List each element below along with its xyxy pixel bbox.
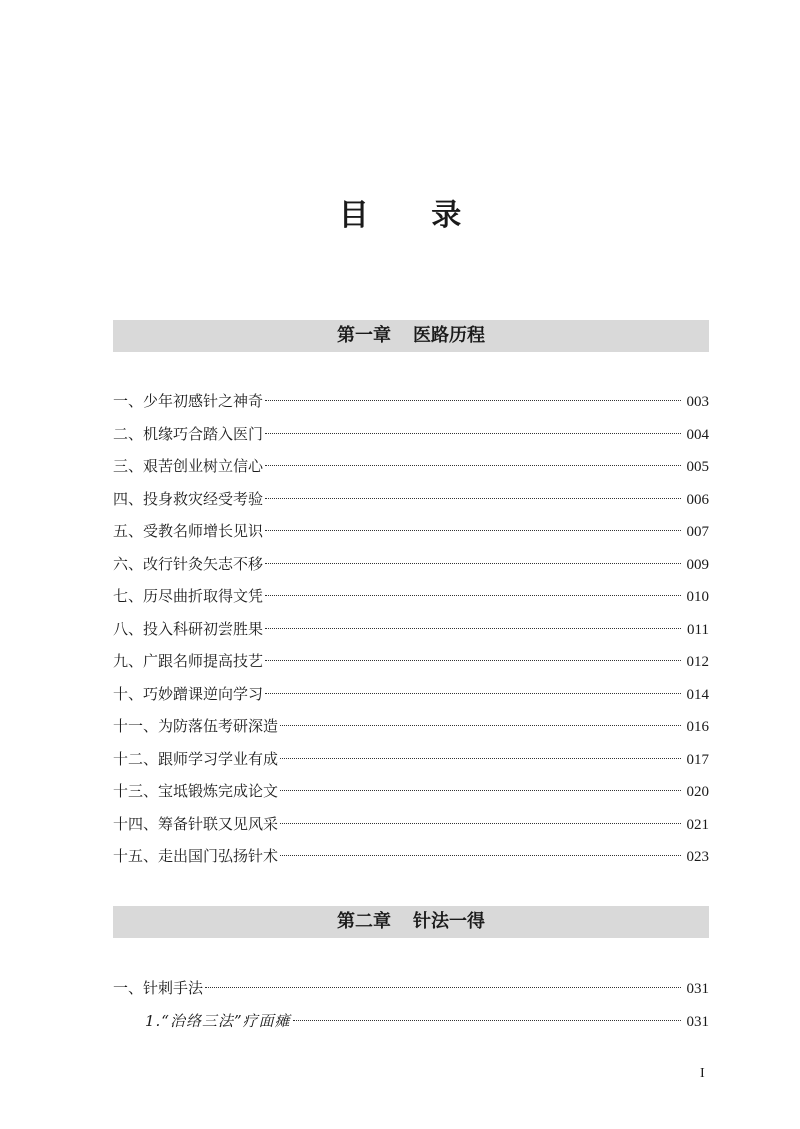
toc-entry[interactable] bbox=[113, 775, 709, 808]
toc-entry-page: 016 bbox=[686, 719, 709, 735]
toc-entry[interactable] bbox=[113, 483, 709, 516]
chapter-2-header bbox=[113, 906, 709, 938]
dot-leader bbox=[265, 433, 680, 434]
toc-entry-label: 一、少年初感针之神奇 bbox=[113, 392, 264, 410]
dot-leader bbox=[265, 628, 681, 629]
dot-leader bbox=[265, 660, 680, 661]
toc-entry[interactable] bbox=[113, 840, 709, 873]
dot-leader bbox=[265, 498, 680, 499]
page-number: I bbox=[700, 1066, 705, 1081]
chapter-2-toc bbox=[113, 972, 709, 1037]
toc-subentry-label: 1.“治络三法”疗面瘫 bbox=[145, 1011, 291, 1030]
toc-entry-label: 七、历尽曲折取得文凭 bbox=[113, 587, 264, 605]
toc-entry[interactable] bbox=[113, 645, 709, 678]
toc-entry-label: 十五、走出国门弘扬针术 bbox=[113, 847, 279, 865]
toc-entry[interactable] bbox=[113, 385, 709, 418]
toc-entry-label: 一、针刺手法 bbox=[113, 979, 204, 997]
toc-subentry[interactable] bbox=[113, 1005, 709, 1038]
toc-entry[interactable] bbox=[113, 515, 709, 548]
dot-leader bbox=[293, 1020, 681, 1021]
toc-entry-page: 009 bbox=[686, 556, 709, 573]
toc-entry[interactable] bbox=[113, 548, 709, 581]
toc-entry-label: 四、投身救灾经受考验 bbox=[113, 489, 264, 508]
toc-entry-page: 021 bbox=[686, 816, 709, 833]
toc-entry-label: 六、改行针灸矢志不移 bbox=[113, 554, 264, 573]
toc-entry-page: 020 bbox=[686, 784, 709, 800]
toc-entry-page: 014 bbox=[686, 686, 709, 703]
toc-entry[interactable] bbox=[113, 678, 709, 711]
toc-entry[interactable] bbox=[113, 972, 709, 1005]
toc-entry[interactable] bbox=[113, 743, 709, 776]
dot-leader bbox=[280, 823, 680, 824]
toc-entry-label: 十三、宝坻锻炼完成论文 bbox=[113, 782, 279, 800]
toc-entry-page: 003 bbox=[686, 394, 709, 410]
dot-leader bbox=[280, 855, 680, 856]
chapter-2-name: 针法一得 bbox=[413, 911, 485, 932]
chapter-2-number: 第二章 bbox=[337, 911, 391, 932]
chapter-1-name: 医路历程 bbox=[413, 325, 485, 346]
toc-entry-page: 011 bbox=[687, 621, 709, 638]
toc-entry-label: 八、投入科研初尝胜果 bbox=[113, 619, 264, 638]
dot-leader bbox=[265, 693, 680, 694]
dot-leader bbox=[280, 790, 680, 791]
toc-entry[interactable] bbox=[113, 808, 709, 841]
dot-leader bbox=[280, 725, 680, 726]
toc-entry[interactable] bbox=[113, 710, 709, 743]
toc-entry-label: 二、机缘巧合踏入医门 bbox=[113, 424, 264, 443]
toc-entry[interactable] bbox=[113, 418, 709, 451]
toc-entry-page: 012 bbox=[686, 654, 709, 670]
chapter-1-toc bbox=[113, 385, 709, 873]
toc-entry-page: 031 bbox=[686, 981, 709, 997]
dot-leader bbox=[265, 595, 680, 596]
chapter-1-number: 第一章 bbox=[337, 325, 391, 346]
toc-entry[interactable] bbox=[113, 450, 709, 483]
toc-entry-label: 十四、筹备针联又见风采 bbox=[113, 814, 279, 833]
dot-leader bbox=[265, 530, 680, 531]
toc-entry-page: 006 bbox=[686, 491, 709, 508]
dot-leader bbox=[205, 987, 680, 988]
toc-entry-label: 十、巧妙蹭课逆向学习 bbox=[113, 684, 264, 703]
toc-entry-page: 023 bbox=[686, 849, 709, 865]
dot-leader bbox=[280, 758, 680, 759]
toc-entry-page: 010 bbox=[686, 589, 709, 605]
toc-entry-page: 017 bbox=[686, 751, 709, 768]
toc-entry-page: 005 bbox=[686, 459, 709, 475]
page-title: 目 录 bbox=[338, 198, 488, 233]
toc-entry-page: 007 bbox=[686, 524, 709, 540]
toc-entry-label: 十二、跟师学习学业有成 bbox=[113, 749, 279, 768]
toc-entry-page: 004 bbox=[686, 426, 709, 443]
toc-entry[interactable] bbox=[113, 580, 709, 613]
dot-leader bbox=[265, 400, 680, 401]
toc-subentry-page: 031 bbox=[686, 1013, 709, 1030]
chapter-1-header bbox=[113, 320, 709, 352]
dot-leader bbox=[265, 563, 680, 564]
toc-entry-label: 十一、为防落伍考研深造 bbox=[113, 717, 279, 735]
toc-entry-label: 五、受教名师增长见识 bbox=[113, 522, 264, 540]
toc-entry-label: 九、广跟名师提高技艺 bbox=[113, 652, 264, 670]
toc-entry[interactable] bbox=[113, 613, 709, 646]
dot-leader bbox=[265, 465, 680, 466]
toc-entry-label: 三、艰苦创业树立信心 bbox=[113, 457, 264, 475]
